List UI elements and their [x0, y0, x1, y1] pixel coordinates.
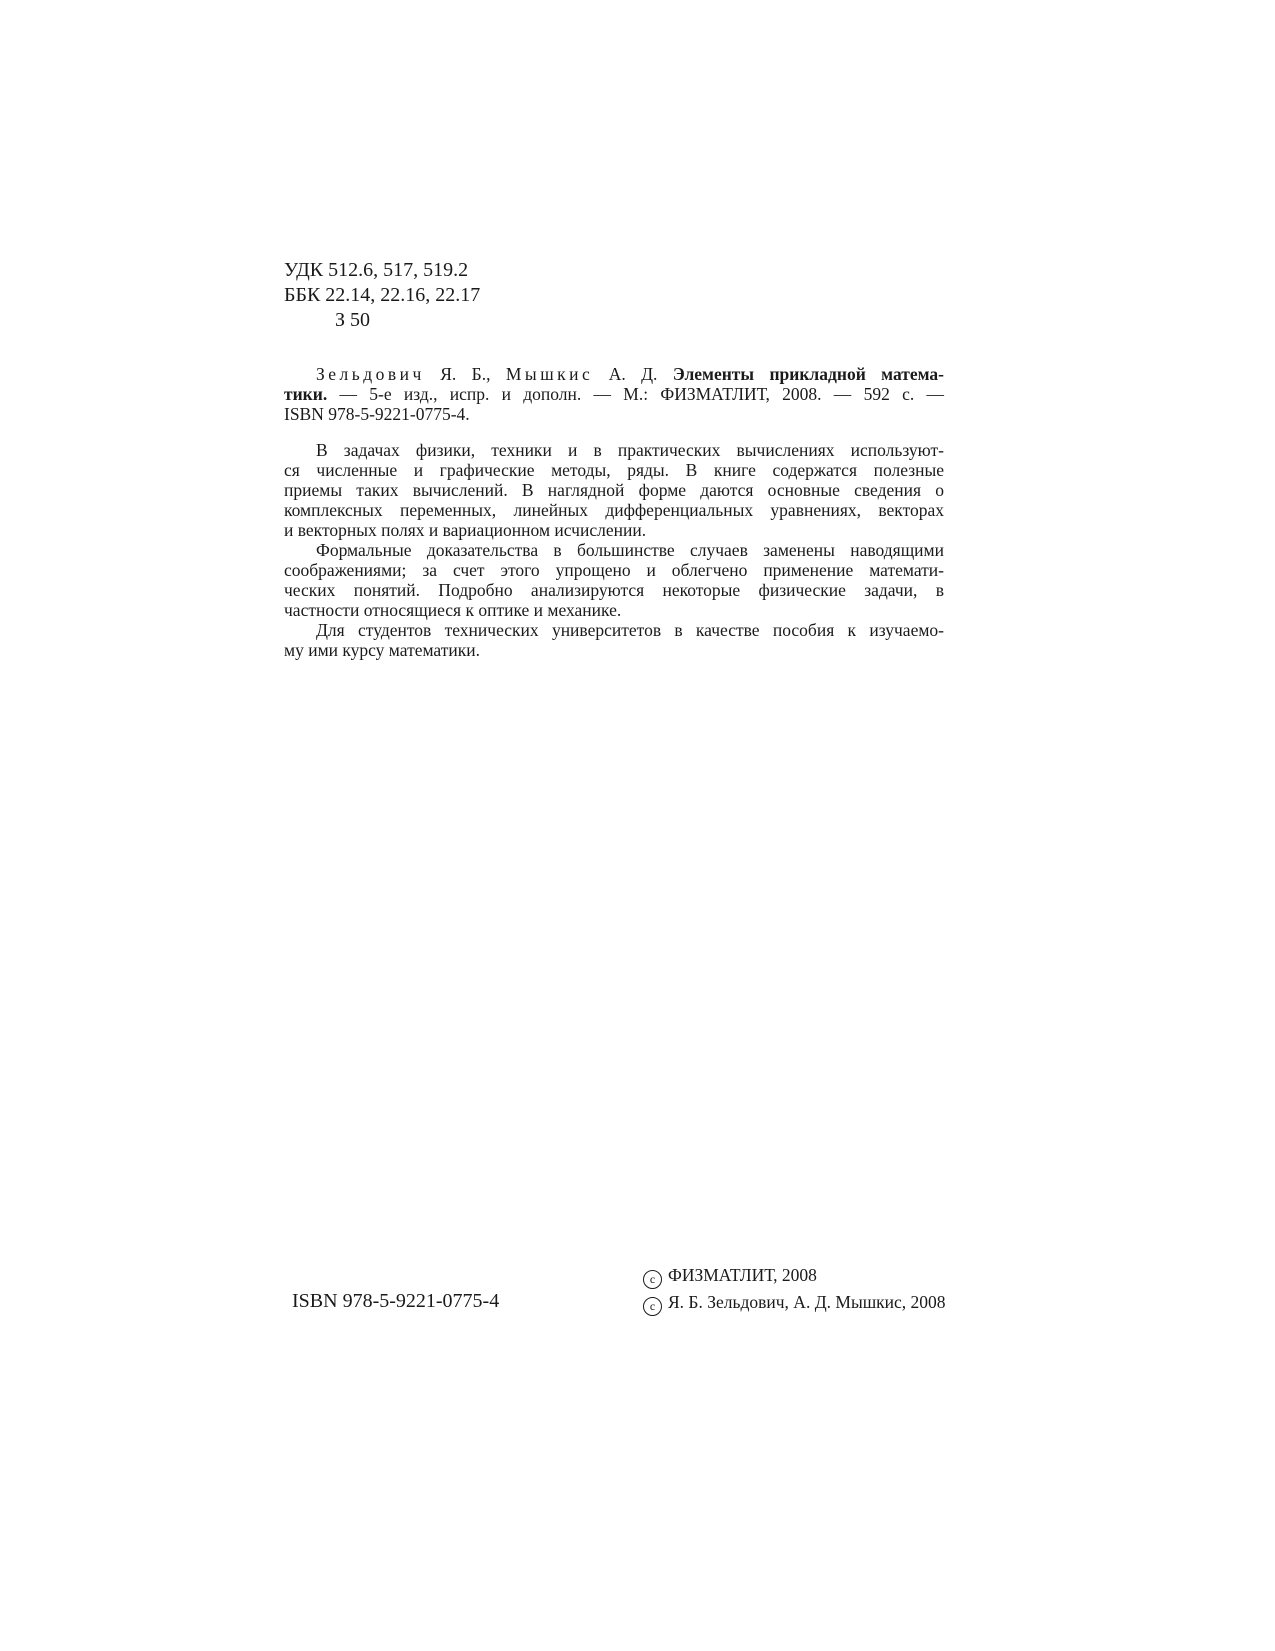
annotation-line: ческих понятий. Подробно анализируются некоторые физические задачи, в — [284, 580, 944, 600]
book-title-part2: тики. — [284, 384, 328, 404]
author-initials-1: Я. Б., — [440, 364, 491, 384]
classification-block — [284, 258, 480, 333]
copyright-block — [643, 1262, 946, 1316]
annotation-line: приемы таких вычислений. В наглядной форме даются основные сведения о — [284, 480, 944, 500]
author-surname-1: Зельдович — [316, 364, 425, 384]
author-surname-2: Мышкис — [505, 364, 594, 384]
annotation-line: му ими курсу математики. — [284, 640, 481, 660]
biblio-line-3: ISBN 978-5-9221-0775-4. — [284, 404, 470, 424]
annotation-line: Формальные доказательства в большинстве случаев заменены наводящими — [316, 540, 944, 560]
annotation-line: соображениями; за счет этого упрощено и облегчено применение математи- — [284, 560, 944, 580]
edition-details: — 5-е изд., испр. и дополн. — М.: ФИЗМАТЛИТ, 2008. — 592 с. — — [339, 384, 944, 404]
annotation-line: частности относящиеся к оптике и механике. — [284, 600, 622, 620]
isbn-number: ISBN 978-5-9221-0775-4 — [292, 1290, 500, 1312]
copyright-icon: c — [643, 1270, 662, 1289]
annotation-line: ся численные и графические методы, ряды. В книге содержатся полезные — [284, 460, 944, 480]
author-initials-2: А. Д. — [608, 364, 658, 384]
annotation — [284, 440, 944, 660]
copyright-authors — [643, 1289, 946, 1316]
bibliographic-record — [284, 364, 944, 424]
bbk-code: ББК 22.14, 22.16, 22.17 — [284, 284, 481, 306]
biblio-line-1 — [284, 364, 944, 384]
copyright-authors-text: Я. Б. Зельдович, А. Д. Мышкис, 2008 — [668, 1292, 946, 1312]
udk-code: УДК 512.6, 517, 519.2 — [284, 259, 469, 281]
copyright-icon: c — [643, 1297, 662, 1316]
annotation-line: и векторных полях и вариационном исчислении. — [284, 520, 647, 540]
annotation-line: Для студентов технических университетов в качестве пособия к изучаемо- — [316, 620, 944, 640]
annotation-line: В задачах физики, техники и в практических вычислениях используют- — [316, 440, 944, 460]
copyright-publisher — [643, 1262, 946, 1289]
biblio-line-2 — [284, 384, 944, 404]
annotation-line: комплексных переменных, линейных дифференциальных уравнениях, векторах — [284, 500, 944, 520]
copyright-publisher-text: ФИЗМАТЛИТ, 2008 — [668, 1265, 817, 1285]
book-title-part1: Элементы прикладной матема- — [672, 364, 945, 384]
author-code: З 50 — [335, 309, 371, 331]
